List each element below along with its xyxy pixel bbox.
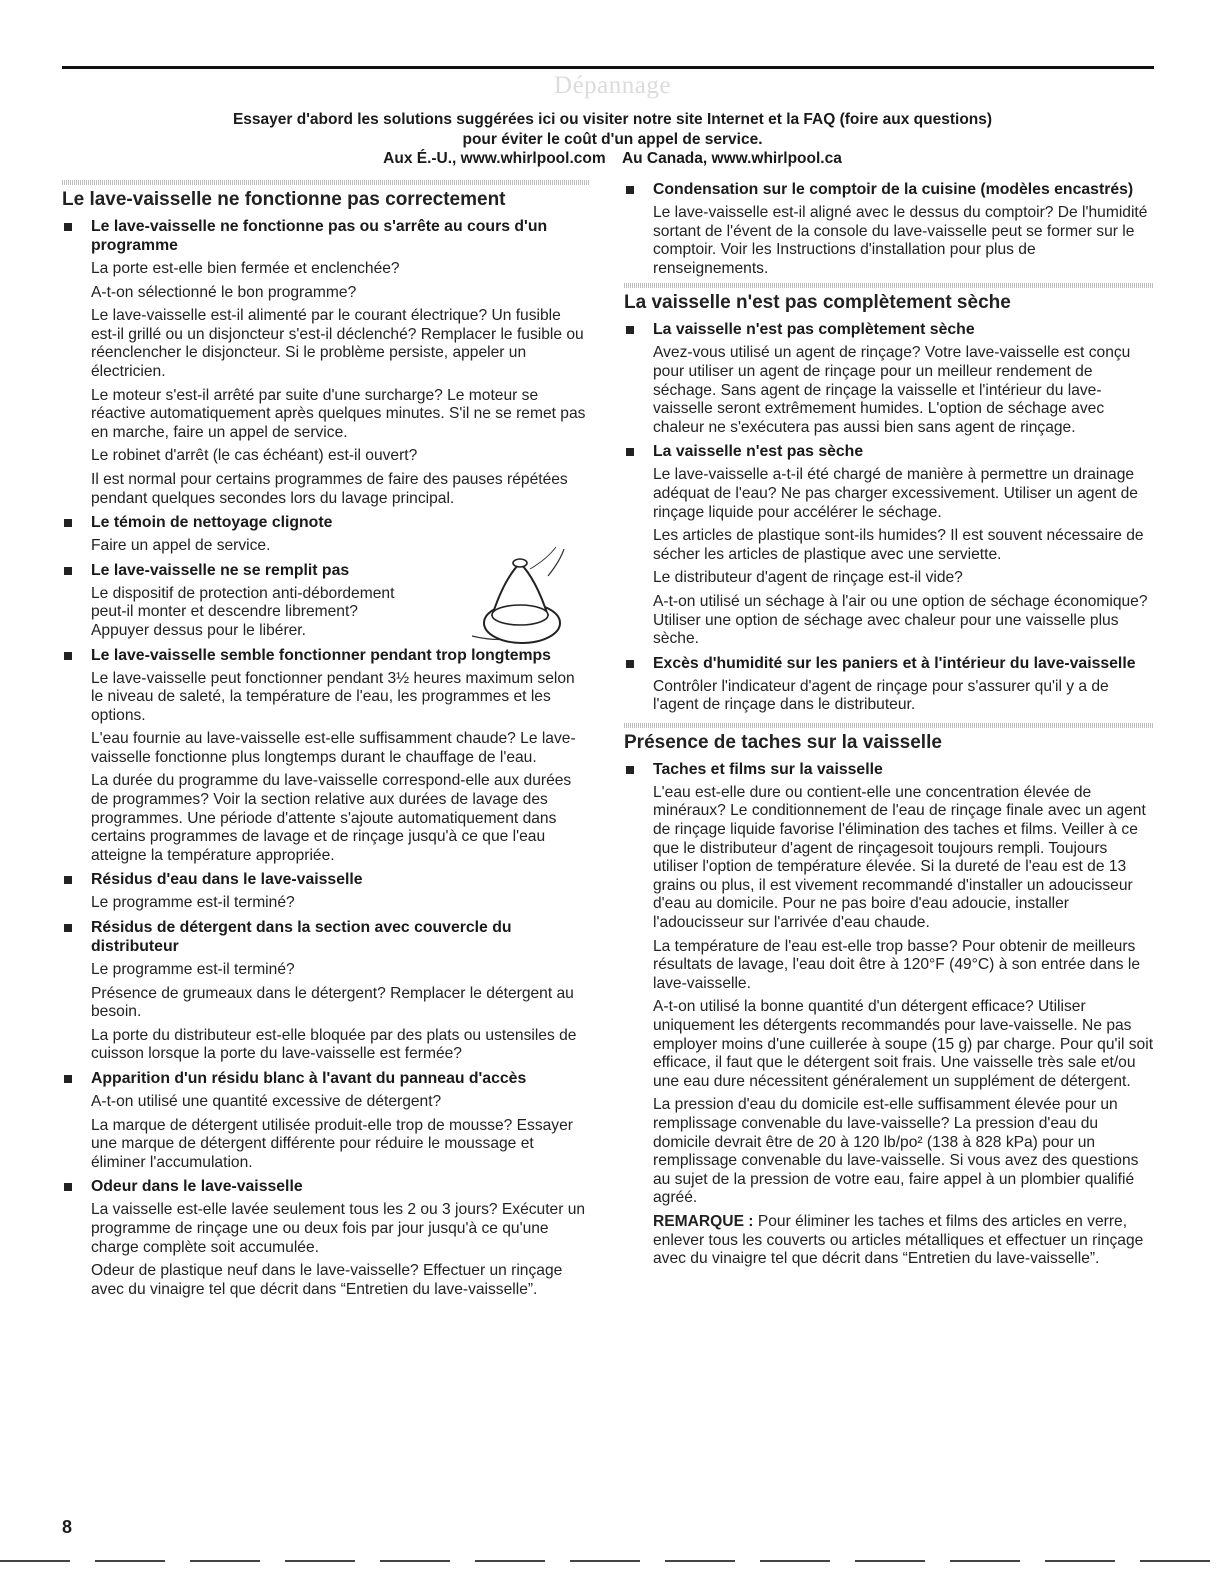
issue-text: Le lave-vaisselle peut fonctionner pendant 3½ heures maximum selon le niveau de saleté, la température de l'eau, les programmes et les options. <box>91 669 575 724</box>
issue-text: Le dispositif de protection anti-débordement peut-il monter et descendre librement? Appuyer dessus pour le libérer. <box>91 584 395 639</box>
issue-text: Présence de grumeaux dans le détergent? Remplacer le détergent au besoin. <box>91 984 574 1021</box>
issue-text: Il est normal pour certains programmes de faire des pauses répétées pendant quelques secondes lors du lavage principal. <box>91 470 568 507</box>
issue-text: Le programme est-il terminé? <box>91 961 295 979</box>
section-spots <box>624 723 1154 1269</box>
section-title: La vaisselle n'est pas complètement sèche <box>624 292 1011 314</box>
issue-text: L'eau fournie au lave-vaisselle est-elle suffisamment chaude? Le lave-vaisselle fonctionne plus longtemps durant le chauffage de l'eau. <box>91 730 576 766</box>
issue-text: Le lave-vaisselle est-il alimenté par le courant électrique? Un fusible est-il grillé ou un disjoncteur s'est-il déclenché? Remplacer le fusible ou réenclencher le disjoncteur. Si le problème persiste, appeler un électricien. <box>91 307 584 380</box>
bottom-dashed-rule <box>0 1560 1225 1562</box>
remark-label: REMARQUE : <box>653 1212 754 1230</box>
issue-text: Le programme est-il terminé? <box>91 894 295 912</box>
intro-line-1: Essayer d'abord les solutions suggérées ici ou visiter notre site Internet et la FAQ (foire aux questions) <box>232 111 993 128</box>
issue-text: Le distributeur d'agent de rinçage est-il vide? <box>653 569 963 587</box>
issue-text: Le robinet d'arrêt (le cas échéant) est-il ouvert? <box>91 447 418 465</box>
issue-text: La vaisselle est-elle lavée seulement tous les 2 ou 3 jours? Exécuter un programme de rinçage une ou deux fois par jour jusqu'à ce qu'une charge complète soit accumulée. <box>91 1201 586 1256</box>
issue-title: Le témoin de nettoyage clignote <box>91 514 333 532</box>
intro-block <box>0 110 1225 169</box>
intro-sites <box>0 149 1225 169</box>
issue-item <box>62 1177 590 1299</box>
issue-title: Le lave-vaisselle semble fonctionner pendant trop longtemps <box>91 646 551 664</box>
right-column <box>624 180 1154 1277</box>
issue-text: Les articles de plastique sont-ils humides? Il est souvent nécessaire de sécher les articles de plastique avec une serviette. <box>653 527 1144 563</box>
issue-title: Le lave-vaisselle ne fonctionne pas ou s'arrête au cours d'un programme <box>91 218 548 254</box>
issue-text: La pression d'eau du domicile est-elle suffisamment élevée pour un remplissage convenable du lave-vaisselle? La pression d'eau du domicile devrait être de 20 à 120 lb/po² (138 à 828 kPa) pour un remplissage convenable du lave-vaisselle. Si vous avez des questions au sujet de la pression de votre eau, faire appel à un plombier qualifié agréé. <box>653 1096 1139 1207</box>
issue-text: L'eau est-elle dure ou contient-elle une concentration élevée de minéraux? Le conditionnement de l'eau de rinçage finale avec un agent de rinçage liquide favorise l'élimination des taches et films. Veiller à ce que le distributeur d'agent de rinçagesoit toujours rempli. Toujours utiliser l'option de température élevée. Si la dureté de l'eau est de 13 grains ou plus, il est vivement recommandé d'installer un adoucisseur d'eau au domicile. Pour ne pas boire d'eau adoucie, installer l'adoucisseur sur l'arrivée d'eau chaude. <box>653 783 1146 932</box>
issue-title: Odeur dans le lave-vaisselle <box>91 1178 303 1196</box>
page-number: 8 <box>62 1517 73 1537</box>
issue-title: Excès d'humidité sur les paniers et à l'intérieur du lave-vaisselle <box>653 654 1136 672</box>
issue-text: Faire un appel de service. <box>91 537 271 555</box>
issue-text: Le lave-vaisselle a-t-il été chargé de manière à permettre un drainage adéquat de l'eau? Ne pas charger excessivement. Utiliser un agent de rinçage liquide pour accélérer le séchage. <box>653 466 1138 521</box>
section-not-dry <box>624 283 1154 715</box>
issue-title: Résidus d'eau dans le lave-vaisselle <box>91 871 363 889</box>
section-rule <box>624 723 1154 728</box>
section-rule <box>62 180 590 185</box>
issue-title: Résidus de détergent dans la section avec couvercle du distributeur <box>91 919 512 956</box>
issue-item <box>62 870 590 913</box>
section-title: Présence de taches sur la vaisselle <box>624 731 942 753</box>
remark-text: Pour éliminer les taches et films des articles en verre, enlever tous les couverts ou articles métalliques et effectuer un rinçage avec du vinaigre tel que décrit dans “Entretien du lave-vaisselle”. <box>653 1212 1144 1268</box>
flood-protection-float-icon <box>452 541 572 651</box>
issue-text: La marque de détergent utilisée produit-elle trop de mousse? Essayer une marque de détergent différente pour réduire le moussage et éliminer l'accumulation. <box>91 1116 573 1171</box>
remark <box>653 1213 1154 1269</box>
left-column <box>62 180 590 1307</box>
issue-item <box>624 320 1154 437</box>
issue-title: Condensation sur le comptoir de la cuisine (modèles encastrés) <box>653 181 1134 198</box>
issue-item <box>624 760 1154 1269</box>
issue-item <box>624 442 1154 648</box>
issue-text: Avez-vous utilisé un agent de rinçage? Votre lave-vaisselle est conçu pour utiliser un agent de rinçage pour un meilleur rendement de séchage. Sans agent de rinçage la vaisselle et l'intérieur du lave-vaisselle seront extrêmement humides. L'option de séchage avec chaleur ne s'exécutera pas aussi bien sans agent de rinçage. <box>653 344 1131 436</box>
section-title: Le lave-vaisselle ne fonctionne pas correctement <box>62 189 506 210</box>
section-not-working <box>62 180 590 1299</box>
issue-title: Apparition d'un résidu blanc à l'avant du panneau d'accès <box>91 1070 527 1087</box>
issue-title: La vaisselle n'est pas complètement sèche <box>653 321 975 339</box>
issue-text: La durée du programme du lave-vaisselle correspond-elle aux durées de programmes? Voir la section relative aux durées de lavage des programmes. Une période d'attente s'ajoute automatiquement dans certains programmes de lavage et de rinçage jusqu'à ce que l'eau atteigne la température appropriée. <box>91 772 572 864</box>
issue-text: A-t-on utilisé la bonne quantité d'un détergent efficace? Utiliser uniquement les détergents recommandés pour lave-vaisselle. Ne pas employer moins d'une cuillerée à soupe (15 g) par charge. Pour qu'il soit efficace, il faut que le détergent soit frais. Une vaisselle très sale et/ou une eau dure nécessitent généralement un supplément de détergent. <box>653 998 1154 1090</box>
top-rule <box>62 66 1154 69</box>
issue-text: La température de l'eau est-elle trop basse? Pour obtenir de meilleurs résultats de lavage, l'eau doit être à 120°F (49°C) à son entrée dans le lave-vaisselle. <box>653 937 1141 992</box>
issue-item <box>624 654 1154 715</box>
issue-text: Le lave-vaisselle est-il aligné avec le dessus du comptoir? De l'humidité sortant de l'évent de la console du lave-vaisselle peut se former sur le comptoir. Voir les Instructions d'installation pour plus de renseignements. <box>653 204 1148 277</box>
issue-text: A-t-on utilisé un séchage à l'air ou une option de séchage économique? Utiliser une option de séchage avec chaleur pour une vaisselle plus sèche. <box>653 592 1148 648</box>
float-illustration-wrap <box>91 585 590 641</box>
issue-title: Taches et films sur la vaisselle <box>653 760 883 778</box>
issue-item <box>62 217 590 508</box>
issue-text: A-t-on sélectionné le bon programme? <box>91 283 357 301</box>
page-title: Dépannage <box>554 72 671 99</box>
issue-title: La vaisselle n'est pas sèche <box>653 443 864 461</box>
issue-item <box>62 918 590 1064</box>
issue-text: A-t-on utilisé une quantité excessive de détergent? <box>91 1093 442 1110</box>
issue-item <box>62 561 590 641</box>
issue-text: Le moteur s'est-il arrêté par suite d'une surcharge? Le moteur se réactive automatiquement après quelques minutes. S'il ne se remet pas en marche, faire un appel de service. <box>91 386 586 441</box>
site-us-link[interactable]: Aux É.-U., www.whirlpool.com <box>383 150 606 167</box>
site-ca-link[interactable]: Au Canada, www.whirlpool.ca <box>621 150 842 167</box>
issue-text: La porte du distributeur est-elle bloquée par des plats ou ustensiles de cuisson lorsque la porte du lave-vaisselle est fermée? <box>91 1026 577 1063</box>
issue-text: Contrôler l'indicateur d'agent de rinçage pour s'assurer qu'il y a de l'agent de rinçage dans le distributeur. <box>653 677 1109 714</box>
issue-text: La porte est-elle bien fermée et enclenchée? <box>91 260 400 277</box>
issue-item <box>624 180 1154 278</box>
issue-title: Le lave-vaisselle ne se remplit pas <box>91 561 350 579</box>
intro-line-2: pour éviter le coût d'un appel de service. <box>462 130 763 148</box>
issue-text: Odeur de plastique neuf dans le lave-vaisselle? Effectuer un rinçage avec du vinaigre tel que décrit dans “Entretien du lave-vaisselle”. <box>91 1262 563 1298</box>
issue-item <box>62 1069 590 1172</box>
section-rule <box>624 283 1154 288</box>
issue-item <box>62 646 590 866</box>
